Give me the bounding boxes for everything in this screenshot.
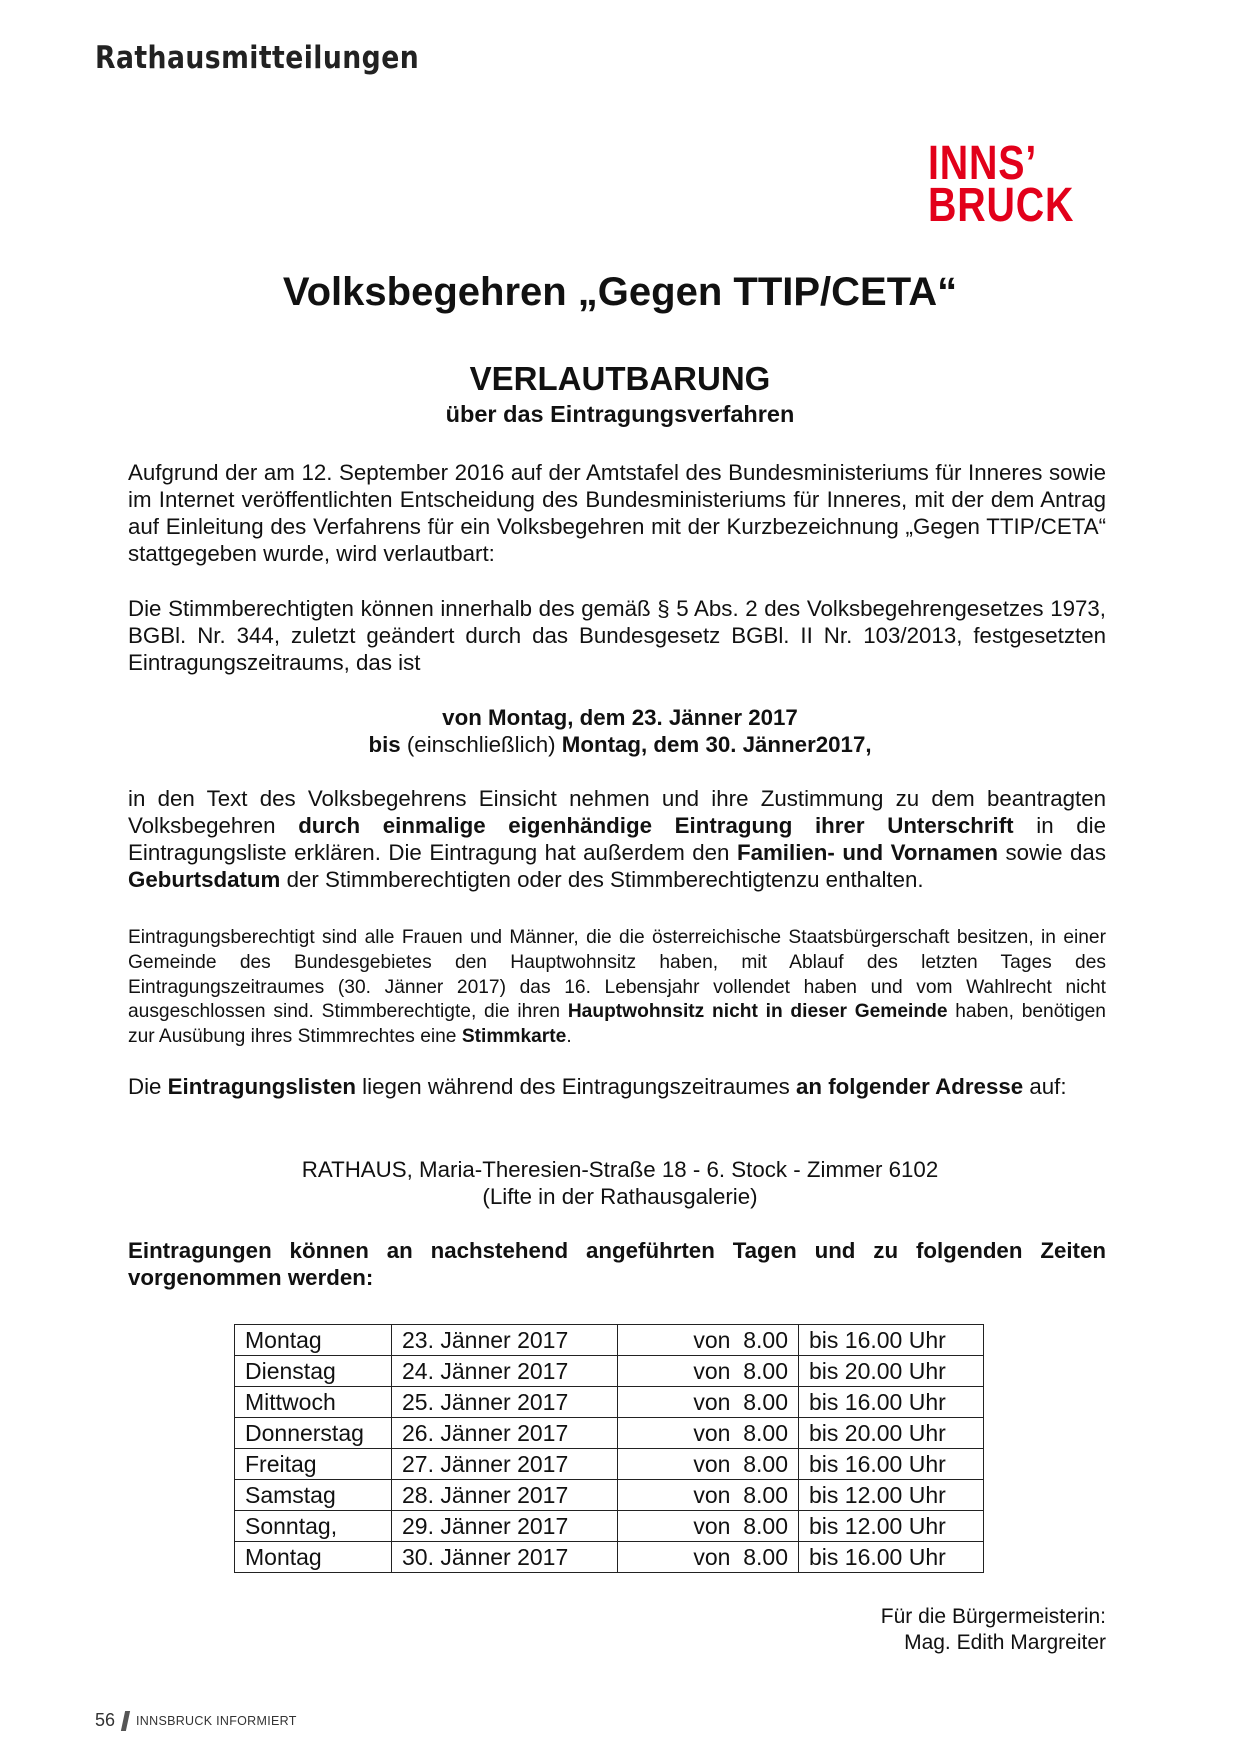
table-row [235, 1449, 984, 1480]
paragraph-eligibility [128, 926, 1106, 1050]
bold-text-segment: an folgender Adresse [795, 1074, 1024, 1099]
paragraph-intro [128, 459, 1106, 567]
announcement-subheading: über das Eintragungsverfahren [445, 401, 795, 427]
from-time-cell: von 8.00 [618, 1325, 799, 1356]
page-title: Volksbegehren „Gegen TTIP/CETA“ [282, 270, 958, 314]
slash-divider-icon [121, 1711, 130, 1731]
date-cell: 29. Jänner 2017 [392, 1511, 618, 1542]
weekday-cell: Samstag [235, 1480, 392, 1511]
from-time-cell: von 8.00 [618, 1449, 799, 1480]
bold-text-segment: Hauptwohnsitz nicht in dieser Gemeinde [567, 1001, 948, 1023]
logo-line-2: BRUCK [928, 179, 1075, 232]
address-note: (Lifte in der Rathausgalerie) [482, 1184, 758, 1209]
bold-text-segment: Familien- und Vornamen [736, 840, 999, 865]
weekday-cell: Sonntag, [235, 1511, 392, 1542]
page-number: 56 [95, 1710, 116, 1730]
paragraph-times [128, 1237, 1106, 1291]
text-segment: liegen während des Eintragungszeitraumes [355, 1074, 796, 1099]
page-footer [95, 1710, 297, 1731]
from-time-cell: von 8.00 [618, 1387, 799, 1418]
period-end [0, 731, 1240, 758]
to-time-cell: bis 16.00 Uhr [799, 1449, 984, 1480]
to-time-cell: bis 12.00 Uhr [799, 1511, 984, 1542]
weekday-cell: Montag [235, 1542, 392, 1573]
signature [881, 1604, 1106, 1656]
date-cell: 26. Jänner 2017 [392, 1418, 618, 1449]
to-time-cell: bis 20.00 Uhr [799, 1356, 984, 1387]
period-inclusive: (einschließlich) [400, 732, 562, 757]
text-segment: . [566, 1026, 572, 1048]
bold-text-segment: Geburtsdatum [128, 867, 281, 892]
bold-text-segment: Eintragungslisten [167, 1074, 356, 1099]
innsbruck-logo [928, 137, 1076, 232]
table-row [235, 1356, 984, 1387]
to-time-cell: bis 20.00 Uhr [799, 1418, 984, 1449]
date-cell: 23. Jänner 2017 [392, 1325, 618, 1356]
text-segment: der Stimmberechtigten oder des Stimmberechtigtenzu enthalten. [280, 867, 924, 892]
from-time-cell: von 8.00 [618, 1418, 799, 1449]
from-time-cell: von 8.00 [618, 1542, 799, 1573]
from-time-cell: von 8.00 [618, 1480, 799, 1511]
schedule-table [234, 1324, 984, 1573]
to-time-cell: bis 16.00 Uhr [799, 1387, 984, 1418]
from-time-cell: von 8.00 [618, 1511, 799, 1542]
table-row [235, 1480, 984, 1511]
table-row [235, 1542, 984, 1573]
to-time-cell: bis 12.00 Uhr [799, 1480, 984, 1511]
announcement-heading: VERLAUTBARUNG [469, 360, 771, 397]
paragraph-signing [128, 785, 1106, 893]
weekday-cell: Freitag [235, 1449, 392, 1480]
logo-line-1: INNS’ [928, 137, 1038, 190]
weekday-cell: Donnerstag [235, 1418, 392, 1449]
date-cell: 28. Jänner 2017 [392, 1480, 618, 1511]
paragraph-location [128, 1073, 1106, 1100]
table-row [235, 1511, 984, 1542]
bold-text-segment: durch einmalige eigenhändige Eintragung ihrer Unterschrift [298, 813, 1014, 838]
text-segment: in die Eintragungsliste erklären. Die Eintragung hat außerdem den [128, 813, 1107, 865]
weekday-cell: Dienstag [235, 1356, 392, 1387]
text-segment: sowie das [998, 840, 1106, 865]
from-time-cell: von 8.00 [618, 1356, 799, 1387]
bold-text-segment: Eintragungen können an nachstehend angeführten Tagen und zu folgenden Zeiten vorgenommen werden: [128, 1238, 1106, 1290]
address-line: RATHAUS, Maria-Theresien-Straße 18 - 6. Stock - Zimmer 6102 [301, 1157, 939, 1182]
signature-role: Für die Bürgermeisterin: [880, 1605, 1106, 1628]
weekday-cell: Mittwoch [235, 1387, 392, 1418]
to-time-cell: bis 16.00 Uhr [799, 1325, 984, 1356]
date-cell: 30. Jänner 2017 [392, 1542, 618, 1573]
text-segment: Aufgrund der am 12. September 2016 auf der Amtstafel des Bundesministeriums für Inneres sowie im Internet veröffentlichten Entscheidung des Bundesministeriums für Inneres, mit der dem Antrag auf Einleitung des Verfahrens für ein Volksbegehren mit der Kurzbezeichnung „Gegen TTIP/CETA“ stattgegeben wurde, wird verlautbart: [128, 460, 1106, 566]
table-row [235, 1418, 984, 1449]
period-end-date: Montag, dem 30. Jänner2017, [561, 732, 872, 757]
date-cell: 27. Jänner 2017 [392, 1449, 618, 1480]
text-segment: haben, benötigen zur Ausübung ihres Stimmrechtes eine [128, 1001, 1106, 1048]
section-heading: Rathausmitteilungen [95, 40, 420, 76]
text-segment: Eintragungsberechtigt sind alle Frauen und Männer, die die österreichische Staatsbürgerschaft besitzen, in einer Gemeinde des Bundesgebietes den Hauptwohnsitz haben, mit Ablauf des letzten Tages des Eintragungszeitraumes (30. Jänner 2017) das 16. Lebensjahr vollendet haben und vom Wahlrecht nicht ausgeschlossen sind. Stimmberechtigte, die ihren [128, 927, 1106, 1023]
text-segment: Die [128, 1074, 168, 1099]
text-segment: auf: [1023, 1074, 1067, 1099]
table-row [235, 1325, 984, 1356]
publication-name: INNSBRUCK INFORMIERT [136, 1713, 297, 1728]
period-bis: bis [368, 732, 401, 757]
to-time-cell: bis 16.00 Uhr [799, 1542, 984, 1573]
signature-name: Mag. Edith Margreiter [904, 1631, 1106, 1654]
table-row [235, 1387, 984, 1418]
date-cell: 25. Jänner 2017 [392, 1387, 618, 1418]
paragraph-period-intro [128, 595, 1106, 676]
period-start: von Montag, dem 23. Jänner 2017 [442, 705, 798, 730]
weekday-cell: Montag [235, 1325, 392, 1356]
text-segment: Die Stimmberechtigten können innerhalb des gemäß § 5 Abs. 2 des Volksbegehrengesetzes 1973, BGBl. Nr. 344, zuletzt geändert durch das Bundesgesetz BGBl. II Nr. 103/2013, festgesetzten Eintragungszeitraums, das ist [128, 596, 1106, 675]
bold-text-segment: Stimmkarte [461, 1026, 567, 1048]
text-segment: in den Text des Volksbegehrens Einsicht nehmen und ihre Zustimmung zu dem beantragten Volksbegehren [128, 786, 1106, 838]
date-cell: 24. Jänner 2017 [392, 1356, 618, 1387]
